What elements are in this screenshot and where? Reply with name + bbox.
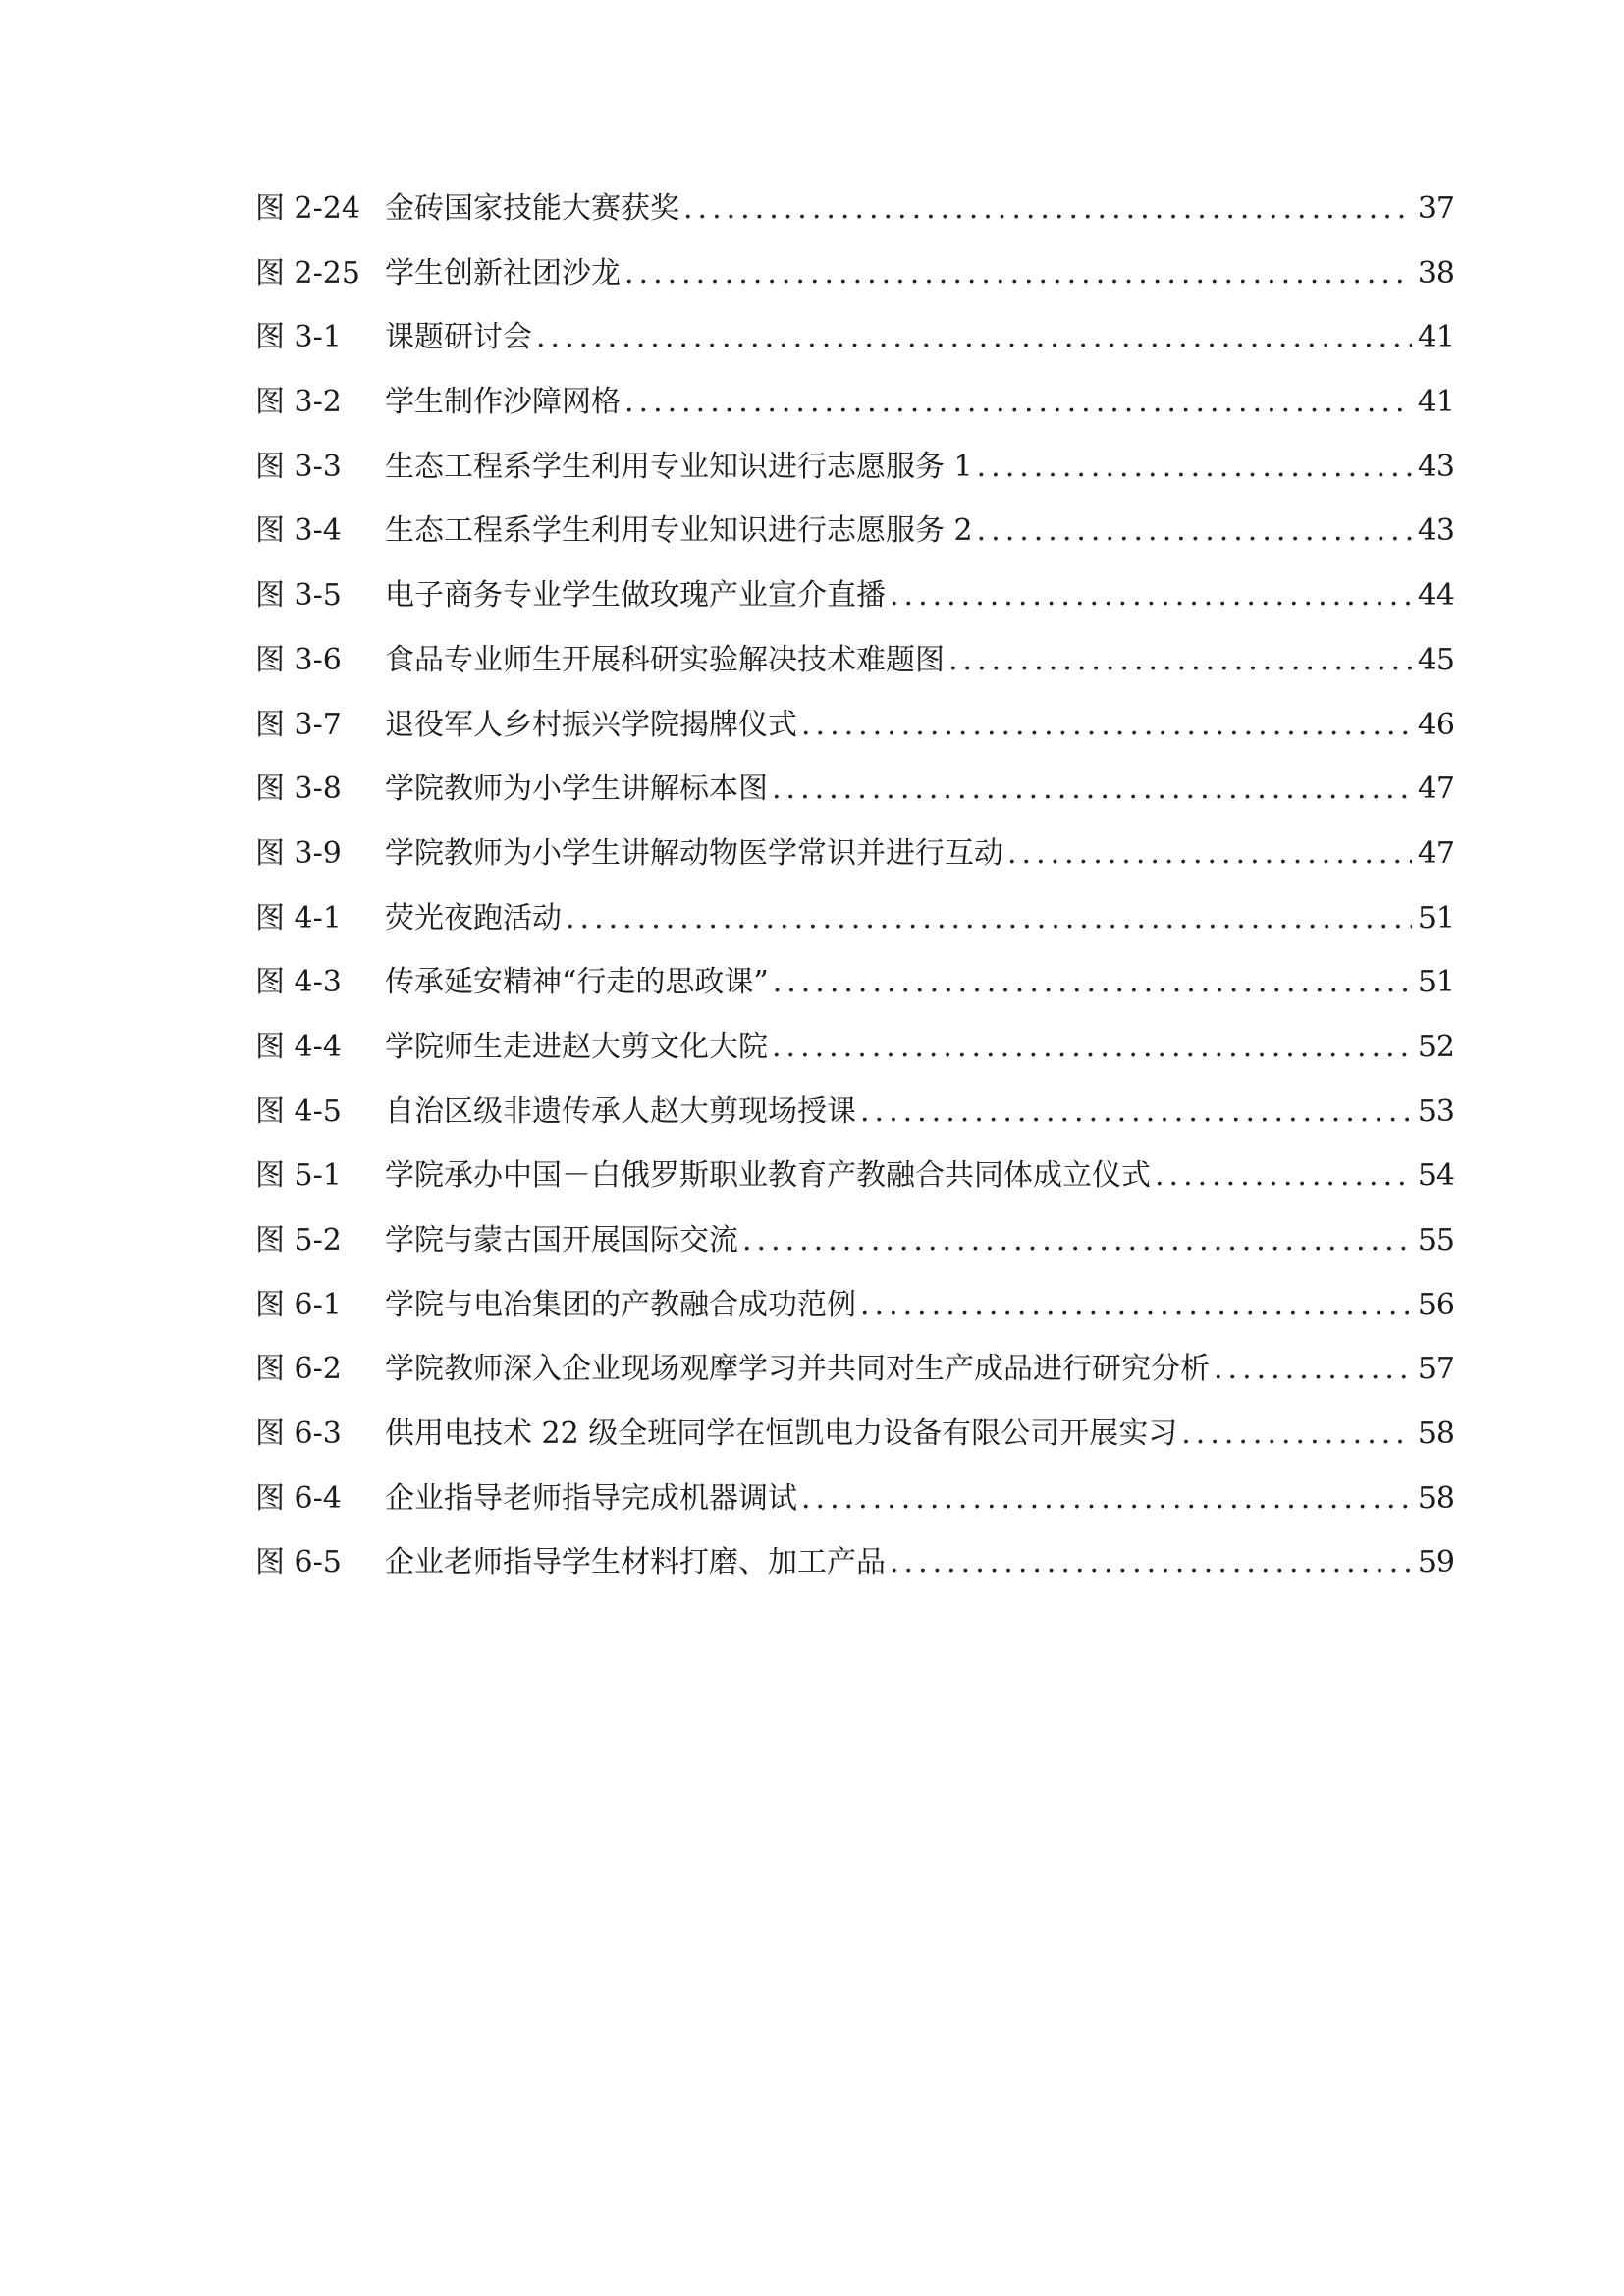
page-number: 45 <box>1417 642 1455 677</box>
page-number: 51 <box>1417 900 1455 935</box>
toc-entry[interactable] <box>255 380 1455 445</box>
page-number: 53 <box>1417 1094 1455 1129</box>
figure-title: 电子商务专业学生做玫瑰产业宣介直播 <box>385 578 886 614</box>
page-number: 47 <box>1417 772 1455 807</box>
dot-leader <box>801 1476 1412 1522</box>
toc-entry[interactable] <box>255 1347 1455 1412</box>
page-number: 58 <box>1417 1480 1455 1516</box>
figure-title: 食品专业师生开展科研实验解决技术难题图 <box>385 642 945 677</box>
dot-leader <box>977 445 1412 490</box>
toc-entry[interactable] <box>255 703 1455 768</box>
figure-label: 图 6-1 <box>255 1287 342 1322</box>
page-number: 54 <box>1417 1158 1455 1194</box>
page-number: 58 <box>1417 1416 1455 1452</box>
page-number: 56 <box>1417 1287 1455 1322</box>
figure-label: 图 3-4 <box>255 513 342 549</box>
figure-label: 图 4-4 <box>255 1029 342 1064</box>
dot-leader <box>772 1025 1412 1070</box>
figure-title: 退役军人乡村振兴学院揭牌仪式 <box>385 707 797 742</box>
page-number: 43 <box>1417 513 1455 549</box>
figure-title: 学院承办中国－白俄罗斯职业教育产教融合共同体成立仪式 <box>385 1158 1151 1194</box>
dot-leader <box>860 1283 1412 1328</box>
figure-title: 传承延安精神“行走的思政课” <box>385 965 769 1000</box>
figure-title: 学院教师深入企业现场观摩学习并共同对生产成品进行研究分析 <box>385 1352 1210 1387</box>
figure-title: 学院与蒙古国开展国际交流 <box>385 1223 738 1257</box>
figure-label: 图 3-3 <box>255 449 342 484</box>
figure-title: 学生制作沙障网格 <box>385 385 621 420</box>
toc-entry[interactable] <box>255 1412 1455 1476</box>
figure-label: 图 3-2 <box>255 385 342 420</box>
figure-label: 图 3-5 <box>255 578 342 614</box>
page-number: 41 <box>1417 320 1455 355</box>
figure-label: 图 2-25 <box>255 255 360 291</box>
figure-title: 学院教师为小学生讲解动物医学常识并进行互动 <box>385 835 1003 871</box>
dot-leader <box>772 767 1412 812</box>
page-number: 57 <box>1417 1352 1455 1387</box>
figure-title: 企业指导老师指导完成机器调试 <box>385 1480 797 1516</box>
figure-label: 图 4-1 <box>255 900 342 935</box>
toc-entry[interactable] <box>255 315 1455 380</box>
figure-label: 图 3-1 <box>255 320 342 355</box>
page-number: 51 <box>1417 965 1455 1000</box>
figure-label: 图 2-24 <box>255 191 360 226</box>
dot-leader <box>948 638 1412 683</box>
figure-title: 金砖国家技能大赛获奖 <box>385 191 679 226</box>
figure-label: 图 5-2 <box>255 1223 342 1257</box>
toc-entry[interactable] <box>255 1153 1455 1218</box>
page-number: 59 <box>1417 1545 1455 1580</box>
figure-title: 荧光夜跑活动 <box>385 900 562 935</box>
dot-leader <box>1155 1153 1412 1199</box>
figure-list-of-contents <box>255 187 1455 1605</box>
figure-label: 图 5-1 <box>255 1158 342 1194</box>
toc-entry[interactable] <box>255 1476 1455 1541</box>
page-number: 43 <box>1417 449 1455 484</box>
toc-entry[interactable] <box>255 1540 1455 1605</box>
dot-leader <box>742 1218 1412 1263</box>
toc-entry[interactable] <box>255 831 1455 896</box>
toc-entry[interactable] <box>255 445 1455 509</box>
toc-entry[interactable] <box>255 251 1455 316</box>
dot-leader <box>860 1090 1412 1135</box>
page-number: 41 <box>1417 385 1455 420</box>
figure-label: 图 4-5 <box>255 1094 342 1129</box>
page-number: 55 <box>1417 1223 1455 1257</box>
figure-title: 课题研讨会 <box>385 320 532 355</box>
figure-title: 学院教师为小学生讲解标本图 <box>385 772 768 807</box>
dot-leader <box>1214 1347 1412 1392</box>
dot-leader <box>890 573 1412 618</box>
dot-leader <box>624 380 1412 425</box>
page-number: 38 <box>1417 255 1455 291</box>
page-number: 44 <box>1417 578 1455 614</box>
dot-leader <box>1007 831 1412 877</box>
toc-entry[interactable] <box>255 573 1455 638</box>
page-number: 37 <box>1417 191 1455 226</box>
figure-label: 图 3-6 <box>255 642 342 677</box>
page-number: 52 <box>1417 1029 1455 1064</box>
toc-entry[interactable] <box>255 638 1455 703</box>
figure-label: 图 3-8 <box>255 772 342 807</box>
dot-leader <box>801 703 1412 748</box>
dot-leader <box>683 187 1412 232</box>
toc-entry[interactable] <box>255 508 1455 573</box>
figure-label: 图 3-9 <box>255 835 342 871</box>
dot-leader <box>890 1540 1412 1585</box>
figure-title: 供用电技术 22 级全班同学在恒凯电力设备有限公司开展实习 <box>385 1416 1178 1452</box>
toc-entry[interactable] <box>255 1025 1455 1090</box>
figure-label: 图 3-7 <box>255 707 342 742</box>
page-number: 46 <box>1417 707 1455 742</box>
toc-entry[interactable] <box>255 1218 1455 1283</box>
figure-title: 自治区级非遗传承人赵大剪现场授课 <box>385 1094 856 1129</box>
dot-leader <box>977 508 1412 554</box>
dot-leader <box>773 960 1412 1005</box>
toc-entry[interactable] <box>255 960 1455 1025</box>
toc-entry[interactable] <box>255 1090 1455 1154</box>
dot-leader <box>1181 1412 1412 1457</box>
dot-leader <box>624 251 1412 296</box>
figure-title: 学院与电冶集团的产教融合成功范例 <box>385 1287 856 1322</box>
figure-title: 生态工程系学生利用专业知识进行志愿服务 1 <box>385 449 973 484</box>
dot-leader <box>536 315 1412 360</box>
figure-title: 企业老师指导学生材料打磨、加工产品 <box>385 1545 886 1580</box>
figure-label: 图 6-3 <box>255 1416 342 1452</box>
toc-entry[interactable] <box>255 1283 1455 1348</box>
toc-entry[interactable] <box>255 896 1455 961</box>
toc-entry[interactable] <box>255 767 1455 831</box>
figure-title: 学院师生走进赵大剪文化大院 <box>385 1029 768 1064</box>
figure-label: 图 6-5 <box>255 1545 342 1580</box>
toc-entry[interactable] <box>255 187 1455 251</box>
figure-title: 学生创新社团沙龙 <box>385 255 621 291</box>
figure-label: 图 6-4 <box>255 1480 342 1516</box>
page-number: 47 <box>1417 835 1455 871</box>
figure-title: 生态工程系学生利用专业知识进行志愿服务 2 <box>385 513 973 549</box>
figure-label: 图 4-3 <box>255 965 342 1000</box>
figure-label: 图 6-2 <box>255 1352 342 1387</box>
dot-leader <box>566 896 1412 941</box>
